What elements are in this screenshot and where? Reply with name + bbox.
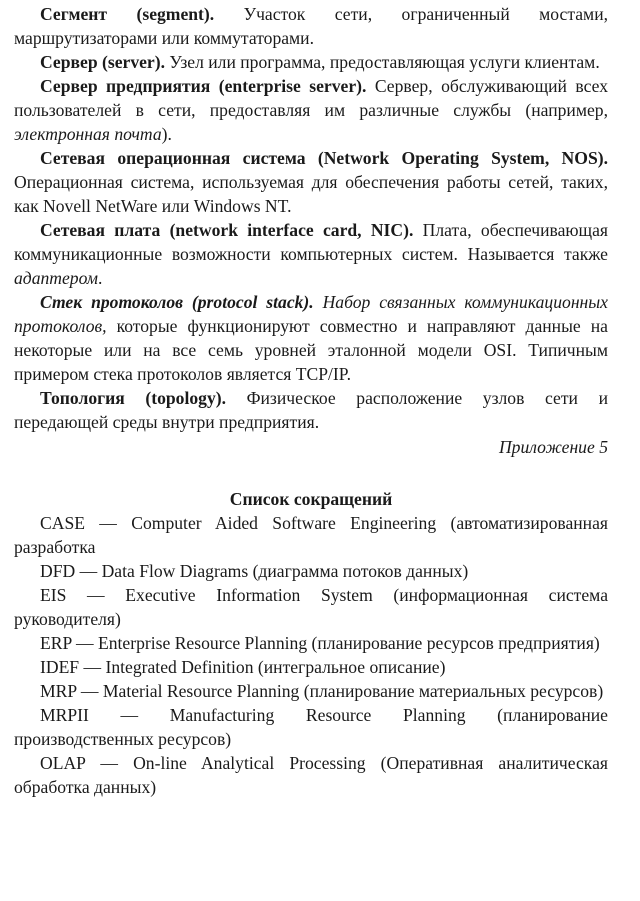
abbreviation-item: OLAP — On-line Analytical Processing (Оперативная аналитическая обработка данных) <box>14 753 608 797</box>
glossary-definition-text: Сервер, обслуживающий всех пользователей в сети, предоставляя им различные службы (например, <box>14 76 608 120</box>
glossary-term: Стек протоколов (protocol stack). <box>40 292 314 312</box>
glossary-definition-text: Набор связанных коммуникационных протоколов, <box>14 292 608 336</box>
glossary-definition-text: электронная почта <box>14 124 162 144</box>
glossary-entry <box>14 290 608 386</box>
glossary-definition-text: ). <box>161 124 172 144</box>
glossary-entry <box>14 2 608 50</box>
glossary-term: Топология (topology). <box>40 388 226 408</box>
abbreviation-item: DFD — Data Flow Diagrams (диаграмма потоков данных) <box>40 561 469 581</box>
abbreviation-item: CASE — Computer Aided Software Engineering (автоматизированная разработка <box>14 513 608 557</box>
glossary-definition-text: . <box>97 268 103 288</box>
glossary-term: Сегмент (segment). <box>40 4 215 24</box>
glossary-section <box>14 2 608 434</box>
glossary-entry <box>14 50 608 74</box>
glossary-term: Сервер (server). <box>40 52 166 72</box>
glossary-term: Сетевая плата (network interface card, NIC). <box>40 220 414 240</box>
abbreviation-item: ERP — Enterprise Resource Planning (планирование ресурсов предприятия) <box>40 633 600 653</box>
glossary-definition-text: Узел или программа, предоставляющая услуги клиентам. <box>165 52 600 72</box>
glossary-definition-text: которые функционируют совместно и направляют данные на некоторые или на все семь уровней эталонной модели OSI. Типичным примером стека протоколов является TCP/IP. <box>14 316 608 384</box>
glossary-definition-text: Участок сети, ограниченный мостами, маршрутизаторами или коммутаторами. <box>14 4 609 48</box>
glossary-entry <box>14 218 608 290</box>
appendix-label: Приложение 5 <box>498 437 608 457</box>
abbreviation-item: MRPII — Manufacturing Resource Planning (планирование производственных ресурсов) <box>14 705 608 749</box>
abbreviation-item: EIS — Executive Information System (информационная система руководителя) <box>14 585 608 629</box>
glossary-term: Сервер предприятия (enterprise server). <box>40 76 367 96</box>
glossary-entry <box>14 146 608 218</box>
glossary-definition-text: Физическое расположение узлов сети и передающей среды внутри предприятия. <box>14 388 608 432</box>
glossary-term: Сетевая операционная система (Network Operating System, NOS). <box>40 148 608 168</box>
glossary-definition-text: Операционная система, используемая для обеспечения работы сетей, таких, как Novell NetWare или Windows NT. <box>14 172 608 216</box>
glossary-entry <box>14 74 608 146</box>
glossary-definition-text: Плата, обеспечивающая коммуникационные возможности компьютерных систем. Называется также <box>14 220 608 264</box>
abbreviations-list <box>14 511 608 799</box>
abbreviation-item: IDEF — Integrated Definition (интегральное описание) <box>40 657 446 677</box>
glossary-definition-text: адаптером <box>14 268 98 288</box>
glossary-entry <box>14 386 608 434</box>
document-page <box>14 2 608 799</box>
abbreviations-title: Список сокращений <box>229 489 393 509</box>
abbreviation-item: MRP — Material Resource Planning (планирование материальных ресурсов) <box>40 681 604 701</box>
